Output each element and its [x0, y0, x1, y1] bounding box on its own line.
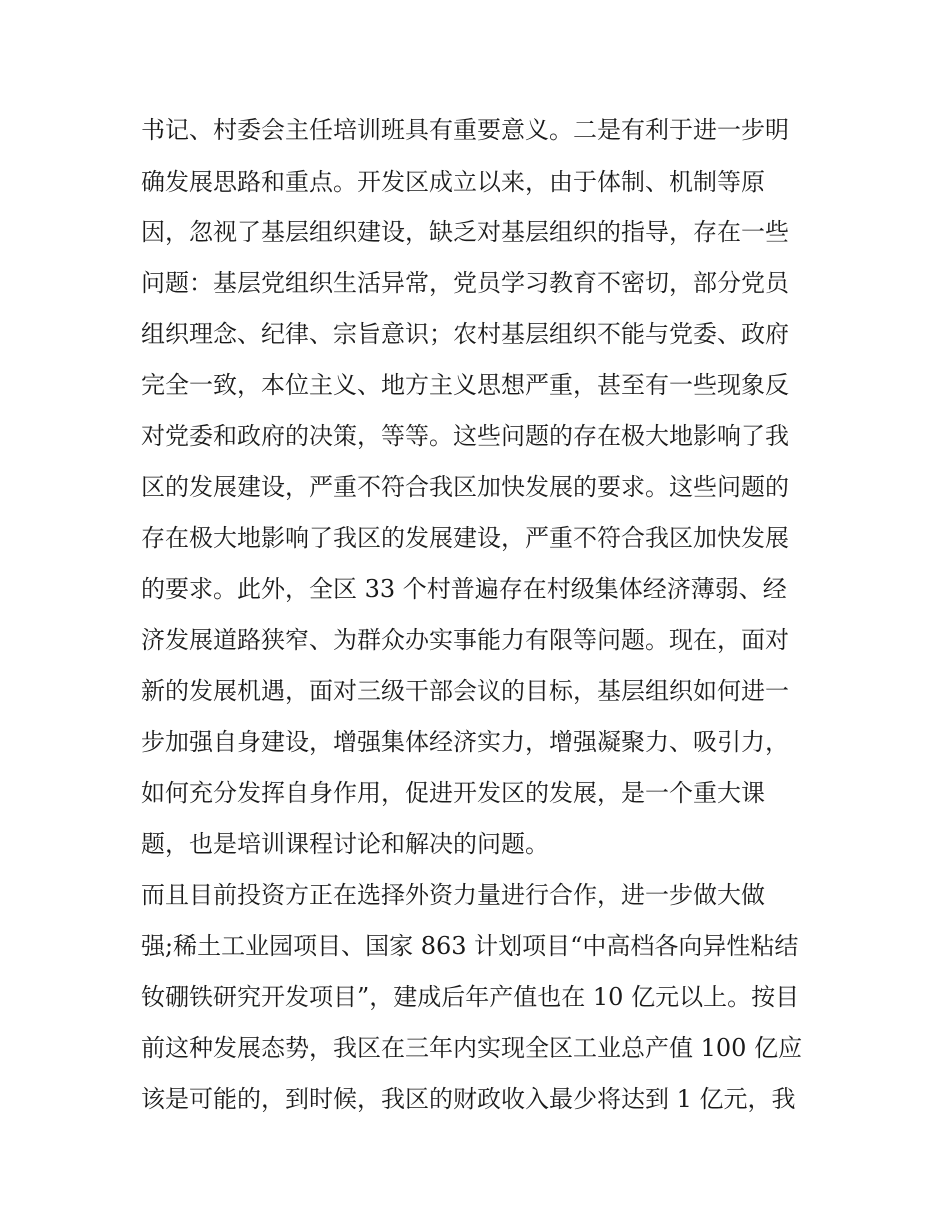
text-line: 步加强自身建设，增强集体经济实力，增强凝聚力、吸引力，	[141, 728, 789, 756]
text-line: 新的发展机遇，面对三级干部会议的目标，基层组织如何进一	[141, 677, 789, 705]
text-line: 存在极大地影响了我区的发展建设，严重不符合我区加快发展	[141, 524, 789, 552]
text-line: 济发展道路狭窄、为群众办实事能力有限等问题。现在，面对	[141, 626, 789, 654]
text-line: 强;稀土工业园项目、国家 863 计划项目“中高档各向异性粘结	[141, 932, 799, 960]
text-line: 问题：基层党组织生活异常，党员学习教育不密切，部分党员	[141, 269, 789, 297]
text-line: 完全一致，本位主义、地方主义思想严重，甚至有一些现象反	[141, 371, 789, 399]
text-line: 确发展思路和重点。开发区成立以来，由于体制、机制等原	[141, 168, 765, 196]
text-line: 的要求。此外，全区 33 个村普遍存在村级集体经济薄弱、经	[141, 575, 787, 603]
text-line: 如何充分发挥自身作用，促进开发区的发展，是一个重大课	[141, 779, 765, 807]
text-line: 题，也是培训课程讨论和解决的问题。	[141, 830, 549, 858]
text-line: 因，忽视了基层组织建设，缺乏对基层组织的指导，存在一些	[141, 218, 789, 246]
text-line: 区的发展建设，严重不符合我区加快发展的要求。这些问题的	[141, 473, 789, 501]
text-line: 该是可能的，到时候，我区的财政收入最少将达到 1 亿元，我	[141, 1085, 796, 1113]
text-line: 而且目前投资方正在选择外资力量进行合作，进一步做大做	[141, 881, 765, 909]
text-line: 前这种发展态势，我区在三年内实现全区工业总产值 100 亿应	[141, 1034, 803, 1062]
text-line: 书记、村委会主任培训班具有重要意义。二是有利于进一步明	[141, 116, 789, 144]
text-line: 组织理念、纪律、宗旨意识；农村基层组织不能与党委、政府	[141, 320, 789, 348]
text-line: 钕硼铁研究开发项目”，建成后年产值也在 10 亿元以上。按目	[141, 983, 800, 1011]
text-line: 对党委和政府的决策，等等。这些问题的存在极大地影响了我	[141, 422, 789, 450]
